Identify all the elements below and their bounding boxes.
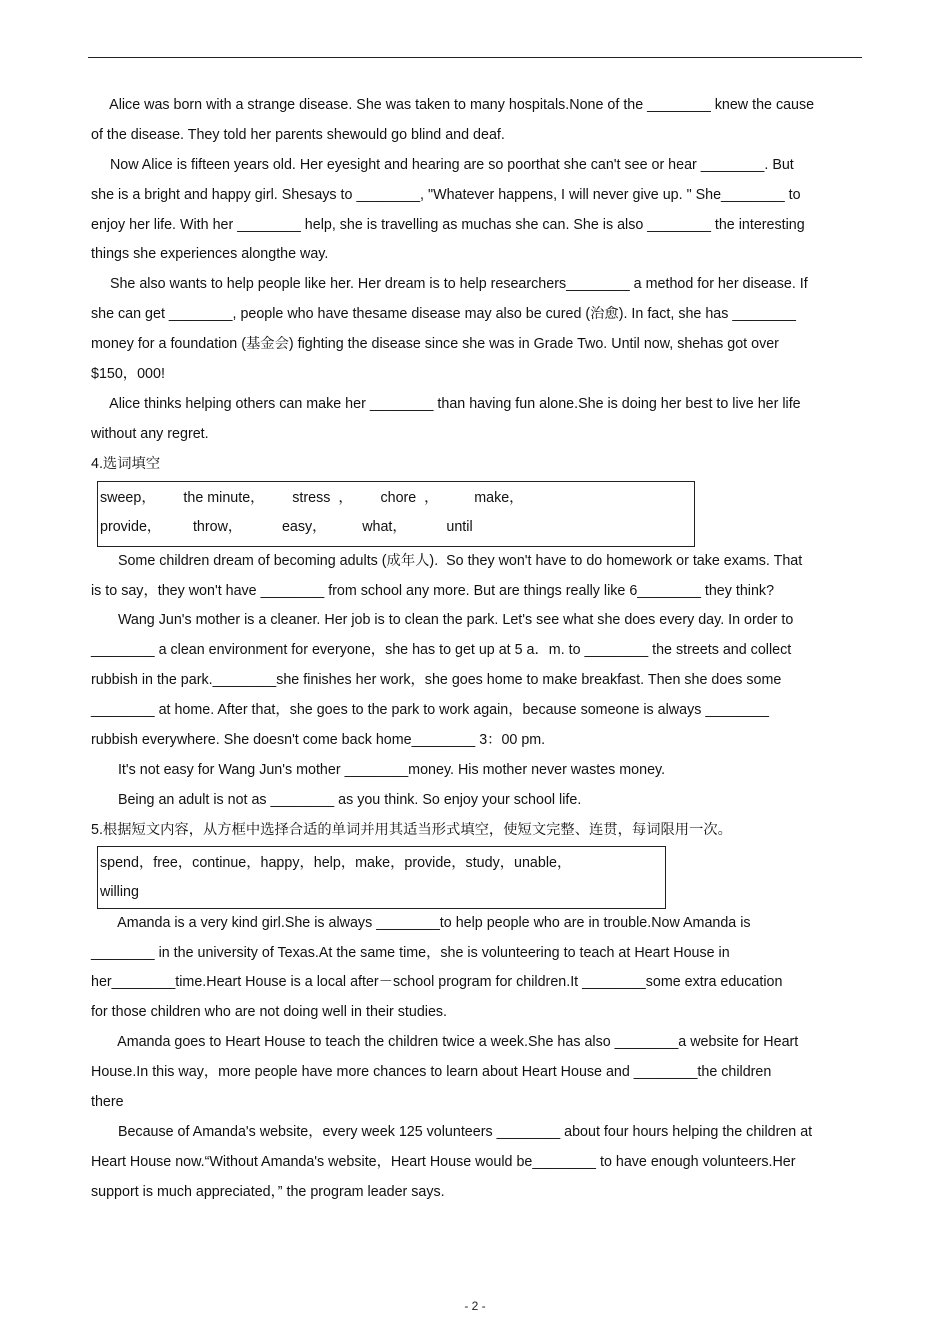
word-box-line: spend，free，continue，happy，help，make，provide，study，unable， [100,854,572,871]
passage-line: Being an adult is not as ________ as you think. So enjoy your school life. [110,791,582,808]
header-rule [88,57,862,58]
passage-line: She also wants to help people like her. Her dream is to help researchers________ a method for her disease. If [102,276,808,293]
passage-line: Some children dream of becoming adults (成年人). So they won't have to do homework or take exams. That [110,552,803,569]
passage-line: Alice thinks helping others can make her ________ than having fun alone.She is doing her best to live her life [102,395,801,412]
word-box-line: willing [100,884,139,901]
passage-line: without any regret. [91,425,209,442]
word-box-line: sweep， the minute， stress ， chore ， make， [100,489,524,506]
passage-wang-jun [91,547,863,816]
passage-line: It's not easy for Wang Jun's mother ________money. His mother never wastes money. [110,761,666,778]
passage-line: Now Alice is fifteen years old. Her eyesight and hearing are so poorthat she can't see or hear ________. But [102,156,794,173]
section-4-heading: 4.选词填空 [91,455,161,472]
passage-line: rubbish in the park.________she finishes her work，she goes home to make breakfast. Then she does some [91,672,782,689]
section-5-heading: 5.根据短文内容，从方框中选择合适的单词并用其适当形式填空，使短文完整、连贯，每词限用一次。 [91,821,732,838]
page-number: - 2 - [464,1299,486,1313]
passage-line: is to say，they won't have ________ from school any more. But are things really like 6________ they think? [91,582,775,599]
passage-amanda [91,909,863,1208]
passage-line: House.In this way，more people have more chances to learn about Heart House and ________the children [91,1064,772,1081]
passage-line: Amanda is a very kind girl.She is always ________to help people who are in trouble.Now Amanda is [110,914,751,931]
passage-line: ________ a clean environment for everyone，she has to get up at 5 a．m. to ________ the streets and collect [91,642,792,659]
passage-alice [91,91,863,450]
document-body [91,91,863,1208]
word-box-5 [97,846,666,909]
passage-line: things she experiences alongthe way. [91,246,329,263]
passage-line: Amanda goes to Heart House to teach the children twice a week.She has also ________a website for Heart [110,1034,799,1051]
passage-line: support is much appreciated，” the program leader says. [91,1183,445,1200]
passage-line: Heart House now.“Without Amanda's website，Heart House would be________ to have enough volunteers.Her [91,1153,796,1170]
passage-line: rubbish everywhere. She doesn't come back home________ 3：00 pm. [91,732,546,749]
passage-line: money for a foundation (基金会) fighting the disease since she was in Grade Two. Until now, shehas got over [91,336,779,353]
passage-line: her________time.Heart House is a local after－school program for children.It ________some extra education [91,974,783,991]
passage-line: Because of Amanda's website，every week 125 volunteers ________ about four hours helping the children at [110,1123,813,1140]
passage-line: ________ at home. After that，she goes to the park to work again，because someone is always ________ [91,702,769,719]
passage-line: she is a bright and happy girl. Shesays to ________, "Whatever happens, I will never give up. " She________ to [91,186,801,203]
passage-line: Alice was born with a strange disease. She was taken to many hospitals.None of the ________ knew the cause [102,97,815,113]
passage-line: for those children who are not doing well in their studies. [91,1004,448,1021]
passage-line: $150，000! [91,366,165,383]
word-box-line: provide， throw， easy， what， until [100,519,473,536]
passage-line: she can get ________, people who have thesame disease may also be cured (治愈). In fact, she has ________ [91,306,796,323]
passage-line: ________ in the university of Texas.At the same time，she is volunteering to teach at Heart House in [91,944,730,961]
passage-line: Wang Jun's mother is a cleaner. Her job is to clean the park. Let's see what she does every day. In order to [110,612,794,629]
passage-line: enjoy her life. With her ________ help, she is travelling as muchas she can. She is also ________ the interesting [91,216,805,233]
passage-line: of the disease. They told her parents shewould go blind and deaf. [91,126,505,143]
passage-line: there [91,1094,124,1111]
word-box-4 [97,481,695,547]
